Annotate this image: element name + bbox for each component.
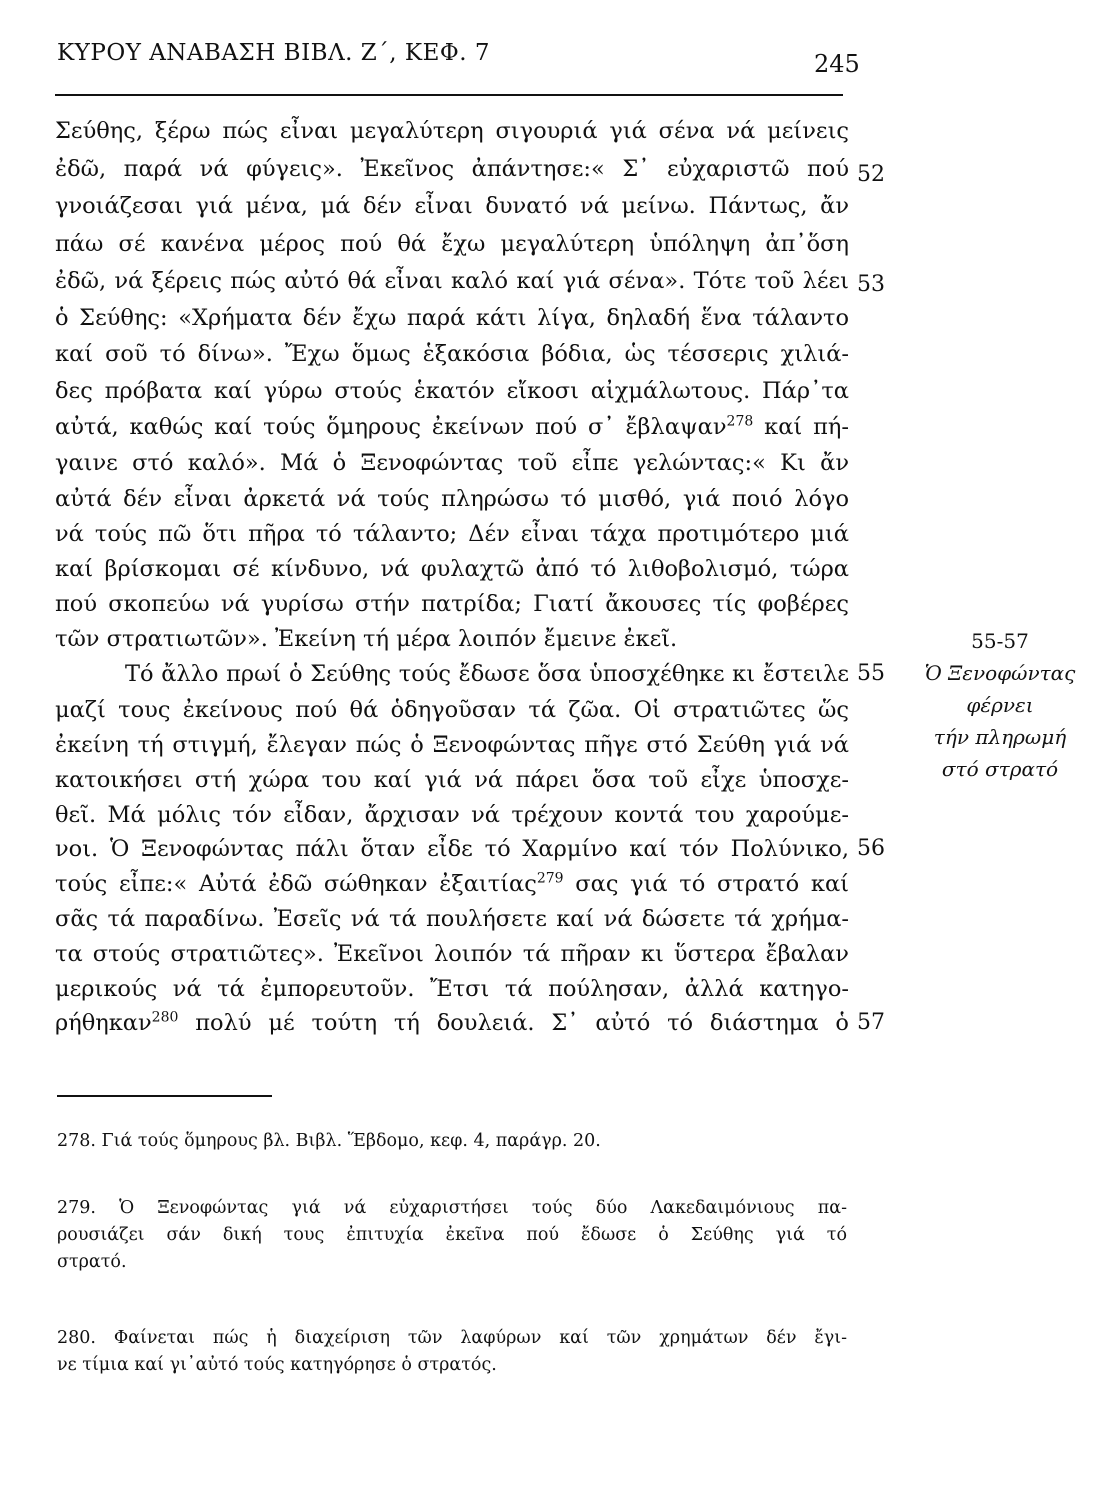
text-line: νοι. Ὁ Ξενοφώντας πάλι ὅταν εἶδε τό Χαρμίνο καί τόν Πολύνικο,	[55, 836, 849, 862]
text-line: πάω σέ κανένα μέρος πού θά ἔχω μεγαλύτερη ὑπόληψη ἀπ᾿ὅση	[55, 231, 849, 257]
text-line	[55, 409, 849, 445]
margin-note-line: Ὁ Ξενοφώντας	[924, 661, 1076, 685]
footnote-278	[57, 1128, 847, 1155]
footnote-line: 279. Ὁ Ξενοφώντας γιά νά εὐχαριστήσει τούς δύο Λακεδαιμόνιους πα-	[57, 1198, 847, 1218]
text-segment: πολύ μέ τούτη τή δουλειά. Σ᾿ αὐτό τό διάστημα ὁ	[195, 1010, 849, 1036]
text-line: Σεύθης, ξέρω πώς εἶναι μεγαλύτερη σιγουριά γιά σένα νά μείνεις	[55, 118, 849, 144]
footnote-line: νε τίμια καί γι᾿αὐτό τούς κατηγόρησε ὁ στρατός.	[57, 1355, 497, 1375]
footnote-ref-279: 279	[536, 870, 564, 887]
text-line: δες πρόβατα καί γύρω στούς ἑκατόν εἴκοσι αἰχμάλωτους. Πάρ᾿τα	[55, 378, 849, 404]
text-line	[55, 866, 849, 902]
text-segment: ρήθηκαν	[55, 1010, 152, 1036]
text-line: αὐτά δέν εἶναι ἀρκετά νά τούς πληρώσω τό μισθό, γιά ποιό λόγο	[55, 486, 849, 512]
text-line: καί βρίσκομαι σέ κίνδυνο, νά φυλαχτῶ ἀπό τό λιθοβολισμό, τώρα	[55, 556, 849, 582]
footnote-line: 278. Γιά τούς ὅμηρους βλ. Βιβλ. Ἕβδομο, κεφ. 4, παράγρ. 20.	[57, 1131, 601, 1151]
text-line: ἐδῶ, παρά νά φύγεις». Ἐκεῖνος ἀπάντησε:« Σ᾿ εὐχαριστῶ πού	[55, 156, 849, 182]
margin-note-line: φέρνει	[966, 693, 1034, 717]
footnote-rule	[57, 1095, 272, 1097]
running-title: ΚΥΡΟΥ ΑΝΑΒΑΣΗ ΒΙΒΛ. Ζ΄, ΚΕΦ. 7	[57, 40, 490, 66]
margin-note-line: στό στρατό	[941, 757, 1059, 781]
text-segment: σας γιά τό στρατό καί	[575, 871, 849, 897]
text-line: καί σοῦ τό δίνω». Ἔχω ὅμως ἑξακόσια βόδια, ὡς τέσσερις χιλιά-	[55, 341, 849, 367]
text-line: μαζί τους ἐκείνους πού θά ὁδηγοῦσαν τά ζῶα. Οἱ στρατιῶτες ὥς	[55, 697, 849, 723]
text-line: κατοικήσει στή χώρα του καί γιά νά πάρει ὅσα τοῦ εἶχε ὑποσχε-	[55, 767, 849, 793]
text-segment: τούς εἶπε:« Αὐτά ἐδῶ σώθηκαν ἐξαιτίας	[55, 871, 537, 897]
footnote-line: ρουσιάζει σάν δική τους ἐπιτυχία ἐκεῖνα πού ἔδωσε ὁ Σεύθης γιά τό	[57, 1225, 847, 1245]
text-line: πού σκοπεύω νά γυρίσω στήν πατρίδα; Γιατί ἄκουσες τίς φοβέρες	[55, 591, 849, 617]
text-line: τῶν στρατιωτῶν». Ἐκείνη τή μέρα λοιπόν ἔμεινε ἐκεῖ.	[55, 626, 678, 652]
margin-note	[900, 625, 1100, 785]
text-line: νά τούς πῶ ὅτι πῆρα τό τάλαντο; Δέν εἶναι τάχα προτιμότερο μιά	[55, 521, 849, 547]
page-number: 245	[814, 50, 860, 78]
text-line: ἐκείνη τή στιγμή, ἔλεγαν πώς ὁ Ξενοφώντας πῆγε στό Σεύθη γιά νά	[55, 732, 849, 758]
section-number: 57	[857, 1010, 885, 1035]
footnote-ref-278: 278	[726, 413, 754, 430]
footnote-280	[57, 1325, 847, 1379]
text-line: γαινε στό καλό». Μά ὁ Ξενοφώντας τοῦ εἶπε γελώντας:« Κι ἄν	[55, 450, 849, 476]
section-number: 53	[857, 272, 885, 297]
header-rule	[55, 94, 843, 96]
margin-note-line: τήν πληρωμή	[933, 725, 1067, 749]
text-line: τα στούς στρατιῶτες». Ἐκεῖνοι λοιπόν τά πῆραν κι ὕστερα ἔβαλαν	[55, 941, 849, 967]
text-segment: καί πή-	[764, 414, 849, 440]
text-line: γνοιάζεσαι γιά μένα, μά δέν εἶναι δυνατό νά μείνω. Πάντως, ἄν	[55, 193, 849, 219]
footnote-line: στρατό.	[57, 1252, 127, 1272]
section-number: 56	[857, 836, 885, 861]
margin-note-range: 55-57	[971, 629, 1029, 653]
footnote-line: 280. Φαίνεται πώς ἡ διαχείριση τῶν λαφύρων καί τῶν χρημάτων δέν ἔγι-	[57, 1328, 847, 1348]
text-segment: αὐτά, καθώς καί τούς ὅμηρους ἐκείνων πού σ᾿ ἔβλαψαν	[55, 414, 727, 440]
section-number: 52	[857, 162, 885, 187]
text-line: Τό ἄλλο πρωί ὁ Σεύθης τούς ἔδωσε ὅσα ὑποσχέθηκε κι ἔστειλε	[125, 661, 849, 687]
text-line	[55, 1005, 849, 1041]
footnote-279	[57, 1195, 847, 1276]
text-line: μερικούς νά τά ἐμπορευτοῦν. Ἔτσι τά πούλησαν, ἀλλά κατηγο-	[55, 976, 849, 1002]
text-line: σᾶς τά παραδίνω. Ἐσεῖς νά τά πουλήσετε καί νά δώσετε τά χρήμα-	[55, 906, 849, 932]
text-line: θεῖ. Μά μόλις τόν εἶδαν, ἄρχισαν νά τρέχουν κοντά του χαρούμε-	[55, 802, 849, 828]
footnote-ref-280: 280	[151, 1009, 179, 1026]
text-line: ὁ Σεύθης: «Χρήματα δέν ἔχω παρά κάτι λίγα, δηλαδή ἕνα τάλαντο	[55, 305, 849, 331]
section-number: 55	[857, 661, 885, 686]
text-line: ἐδῶ, νά ξέρεις πώς αὐτό θά εἶναι καλό καί γιά σένα». Τότε τοῦ λέει	[55, 268, 849, 294]
